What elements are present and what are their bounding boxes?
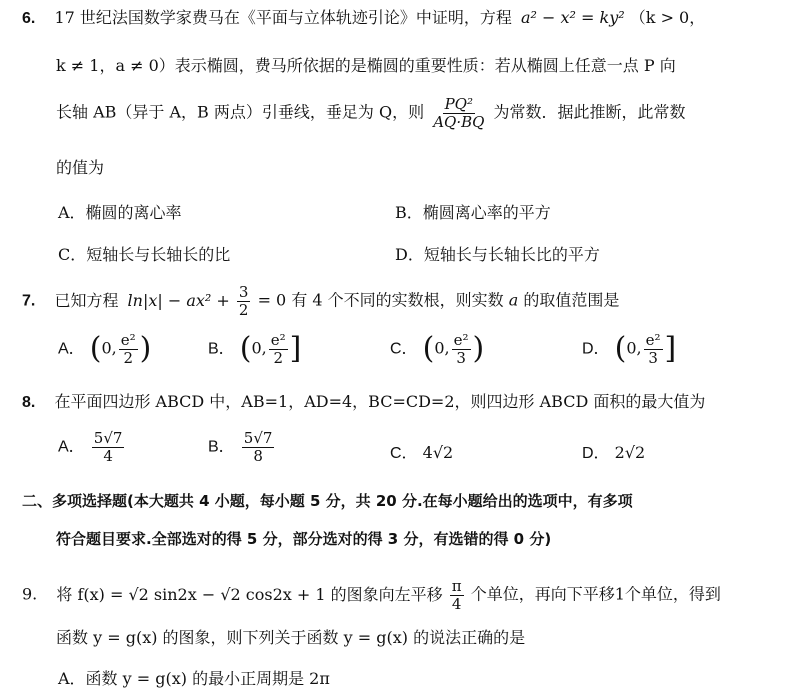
q7-d-right-bracket: ] [664, 331, 677, 366]
q7-frac-numerator: 3 [238, 283, 249, 301]
q6-fraction [431, 96, 486, 130]
q7-equation-a: ln|x| − ax² + [127, 290, 230, 310]
q7-option-c[interactable] [390, 332, 484, 366]
q9-line1 [22, 578, 721, 612]
q7-d-frac-bot: 3 [648, 348, 658, 367]
q8-option-a-label: A． [58, 438, 85, 456]
q7-d-fraction [644, 332, 663, 366]
q7-c-frac-top: e² [453, 331, 469, 349]
q7-d-zero: 0, [626, 338, 642, 358]
q7-b-frac-bot: 2 [273, 348, 283, 367]
q7-fraction [237, 284, 251, 318]
q7-option-b-label: B． [208, 340, 235, 358]
q7-variable: a [508, 290, 519, 310]
q7-option-c-label: C． [390, 340, 418, 358]
q7-b-zero: 0, [251, 338, 267, 358]
q8-option-b-label: B． [208, 438, 235, 456]
q7-b-fraction [269, 332, 288, 366]
q8-option-c[interactable] [390, 440, 453, 463]
q7-option-d[interactable] [582, 332, 676, 366]
q7-a-left-paren: ( [89, 331, 102, 366]
q7-b-frac-top: e² [270, 331, 286, 349]
q8-c-value: 4√2 [422, 443, 454, 462]
q7-b-left-paren: ( [239, 331, 252, 366]
q6-option-a[interactable]: A．椭圆的离心率 [58, 203, 182, 222]
q8-d-value: 2√2 [614, 443, 646, 462]
q8-b-frac-top: 5√7 [243, 429, 273, 447]
q6-condition-1: （k > 0， [629, 8, 706, 27]
q7-d-frac-top: e² [645, 331, 661, 349]
q7-a-right-paren: ) [139, 331, 152, 366]
section2-header-line1: 二、多项选择题(本大题共 4 小题，每小题 5 分，共 20 分.在每小题给出的选项中，有多项 [22, 492, 633, 510]
q6-number: 6. [22, 10, 36, 27]
q6-text-3a: 长轴 AB（异于 A，B 两点）引垂线，垂足为 Q，则 [56, 102, 425, 122]
q7-frac-denominator: 2 [238, 300, 249, 319]
q6-text-1: 17 世纪法国数学家费马在《平面与立体轨迹引论》中证明，方程 [54, 8, 512, 27]
q8-option-c-label: C． [390, 445, 418, 462]
q8-option-b[interactable] [208, 430, 276, 464]
q6-line1 [22, 8, 705, 28]
q9-fraction [450, 578, 464, 612]
q7-option-a[interactable] [58, 332, 151, 366]
section2-header-line2: 符合题目要求.全部选对的得 5 分，部分选对的得 3 分，有选错的得 0 分) [56, 530, 552, 548]
q8-b-fraction [242, 430, 275, 464]
q7-c-zero: 0, [434, 338, 450, 358]
q9-frac-numerator: π [451, 577, 462, 595]
q6-line4: 的值为 [56, 158, 105, 177]
q7-a-frac-top: e² [120, 331, 136, 349]
q8-a-fraction [92, 430, 125, 464]
q9-line2: 函数 y = g(x) 的图象，则下列关于函数 y = g(x) 的说法正确的是 [56, 628, 526, 647]
q8-text: 在平面四边形 ABCD 中，AB=1，AD=4，BC=CD=2，则四边形 ABCD 面积的最大值为 [54, 392, 706, 411]
q9-text-1b: 个单位，再向下平移1个单位，得到 [470, 584, 721, 604]
q6-frac-numerator: PQ² [444, 95, 473, 113]
q7-c-fraction [452, 332, 471, 366]
q7-line1 [22, 284, 619, 318]
q6-line3 [56, 96, 686, 130]
q6-frac-denominator: AQ·BQ [433, 112, 485, 131]
q7-text-post: 的取值范围是 [523, 290, 620, 310]
q9-frac-denominator: 4 [451, 594, 462, 613]
q6-line2: k ≠ 1，a ≠ 0）表示椭圆，费马所依据的是椭圆的重要性质：若从椭圆上任意一点 P 向 [56, 56, 676, 75]
q7-a-zero: 0, [101, 338, 117, 358]
q7-c-left-paren: ( [422, 331, 435, 366]
q7-option-d-label: D． [582, 340, 610, 358]
q7-text-pre: 已知方程 [54, 290, 119, 310]
q7-a-frac-bot: 2 [123, 348, 133, 367]
q8-b-frac-bot: 8 [253, 446, 263, 465]
q8-a-frac-bot: 4 [103, 446, 113, 465]
q7-c-right-paren: ) [472, 331, 485, 366]
q6-text-3b: 为常数．据此推断，此常数 [493, 102, 686, 122]
q7-a-fraction [119, 332, 138, 366]
q6-option-d[interactable]: D．短轴长与长轴长比的平方 [395, 245, 600, 264]
q8-line1 [22, 392, 705, 412]
q8-option-d-label: D． [582, 445, 610, 462]
q7-option-b[interactable] [208, 332, 301, 366]
q7-equation-b: = 0 有 4 个不同的实数根，则实数 [257, 290, 504, 310]
q8-option-a[interactable] [58, 430, 126, 464]
q6-option-c[interactable]: C．短轴长与长轴长的比 [58, 245, 231, 264]
q7-option-a-label: A． [58, 340, 85, 358]
q6-option-b[interactable]: B．椭圆离心率的平方 [395, 203, 551, 222]
q7-b-right-bracket: ] [289, 331, 302, 366]
q8-a-frac-top: 5√7 [93, 429, 123, 447]
q7-number: 7. [22, 292, 36, 310]
q9-number: 9. [22, 584, 38, 604]
q9-option-a[interactable]: A．函数 y = g(x) 的最小正周期是 2π [58, 669, 330, 688]
q6-equation: a² − x² = ky² [520, 8, 625, 27]
q8-number: 8. [22, 394, 36, 411]
q7-c-frac-bot: 3 [456, 348, 466, 367]
q9-text-1a: 将 f(x) = √2 sin2x − √2 cos2x + 1 的图象向左平移 [56, 584, 443, 604]
q7-d-left-paren: ( [614, 331, 627, 366]
q8-option-d[interactable] [582, 440, 645, 463]
